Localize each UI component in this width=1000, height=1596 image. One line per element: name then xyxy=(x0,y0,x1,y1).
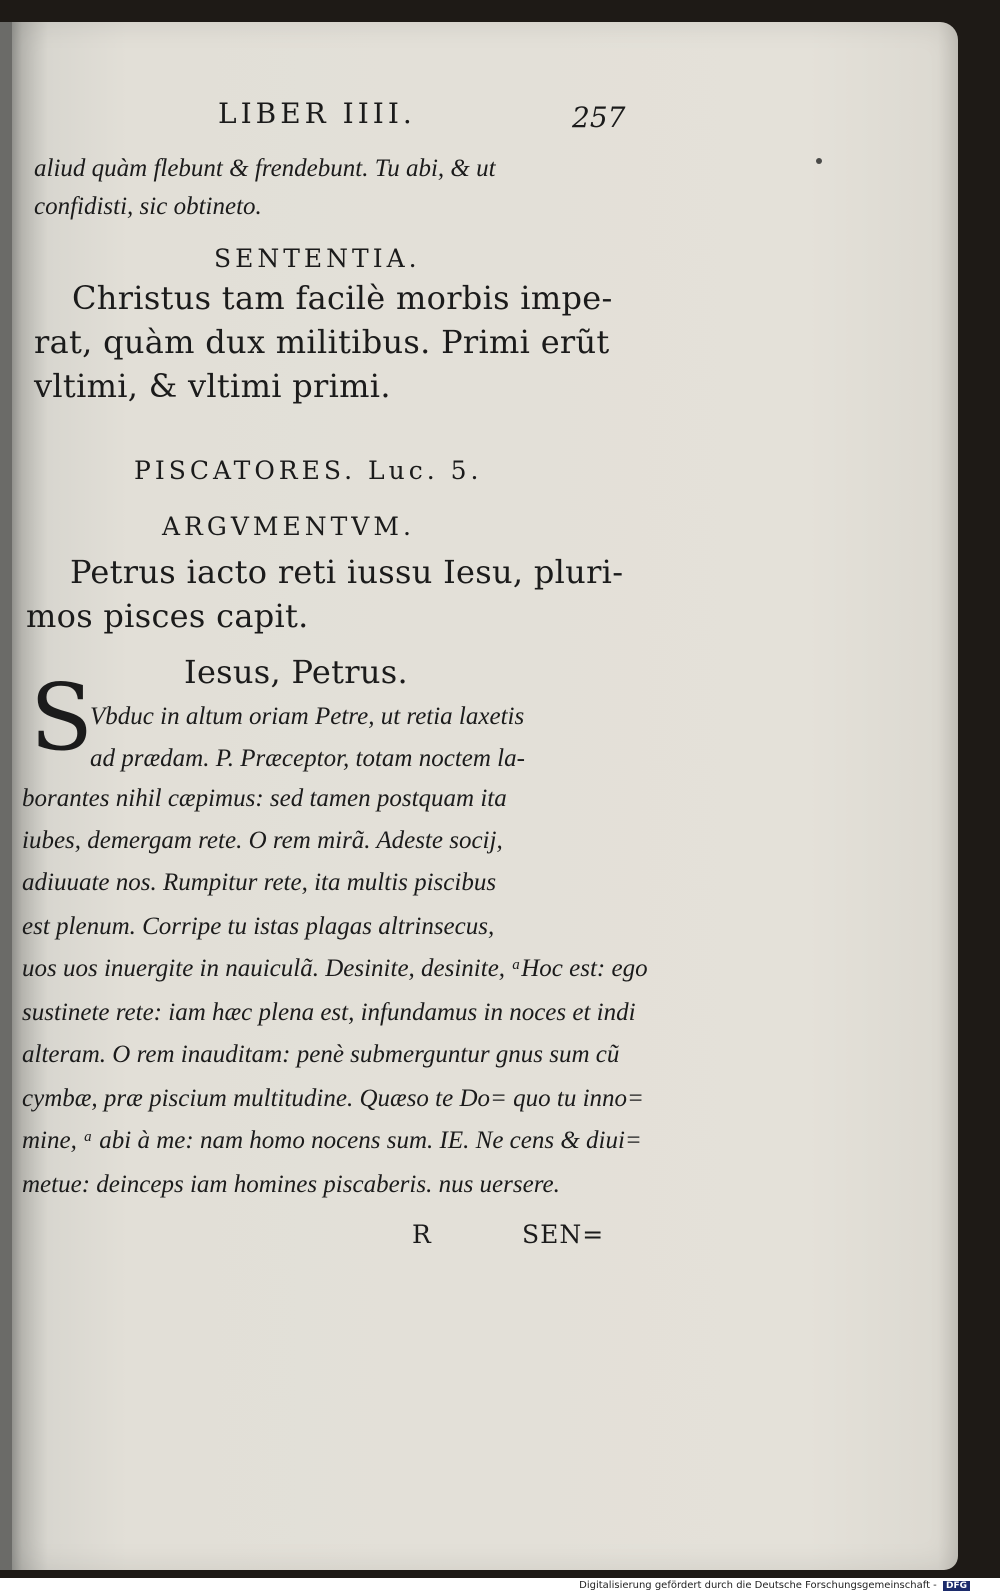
body-line: Vbduc in altum oriam Petre, ut retia laxetis xyxy=(90,703,525,730)
digitization-credit xyxy=(579,1580,970,1591)
argumentum-line: Petrus iacto reti iussu Iesu, pluri- xyxy=(70,553,624,591)
text-line: confidisti, sic obtineto. xyxy=(34,193,262,220)
sententia-line: vltimi, & vltimi primi. xyxy=(34,367,391,405)
body-line: metue: deinceps iam homines piscaberis. nus uersere. xyxy=(22,1171,560,1198)
folio-number: 257 xyxy=(572,101,626,134)
argumentum-line: mos pisces capit. xyxy=(26,597,309,635)
credit-text: Digitalisierung gefördert durch die Deutsche Forschungsgemeinschaft - xyxy=(579,1580,937,1591)
running-head: LIBER IIII. xyxy=(218,97,416,130)
ink-speck xyxy=(816,158,822,164)
text-line: aliud quàm flebunt & frendebunt. Tu abi, & ut xyxy=(34,155,496,182)
dfg-logo: DFG xyxy=(943,1581,970,1591)
argumentum-heading: ARGVMENTVM. xyxy=(162,512,415,541)
section-title: PISCATORES. Luc. 5. xyxy=(134,456,483,485)
body-line: est plenum. Corripe tu istas plagas altrinsecus, xyxy=(22,913,495,940)
speakers-line: Iesus, Petrus. xyxy=(184,653,408,691)
body-line: cymbæ, præ piscium multitudine. Quæso te Do= quo tu inno= xyxy=(22,1085,644,1112)
sententia-line: rat, quàm dux militibus. Primi erũt xyxy=(34,323,610,361)
body-line: ad prædam. P. Præceptor, totam noctem la- xyxy=(90,745,525,772)
sententia-line: Christus tam facilè morbis impe- xyxy=(72,279,613,317)
body-line: adiuuate nos. Rumpitur rete, ita multis piscibus xyxy=(22,869,497,896)
page-gutter xyxy=(0,22,12,1570)
catchword: SEN= xyxy=(522,1220,605,1249)
body-line: uos uos inuergite in nauiculã. Desinite, desinite, ᵃHoc est: ego xyxy=(22,955,648,982)
body-line: mine, ᵃ abi à me: nam homo nocens sum. IE. Ne cens & diui= xyxy=(22,1127,642,1154)
drop-capital: S xyxy=(30,664,94,771)
body-line: sustinete rete: iam hæc plena est, infundamus in noces et indi xyxy=(22,999,636,1026)
sententia-heading: SENTENTIA. xyxy=(214,244,421,273)
signature-mark: R xyxy=(412,1220,431,1249)
body-line: alteram. O rem inauditam: penè submerguntur gnus sum cũ xyxy=(22,1041,620,1068)
body-line: borantes nihil cæpimus: sed tamen postquam ita xyxy=(22,785,507,812)
body-line: iubes, demergam rete. O rem mirã. Adeste socij, xyxy=(22,827,503,854)
